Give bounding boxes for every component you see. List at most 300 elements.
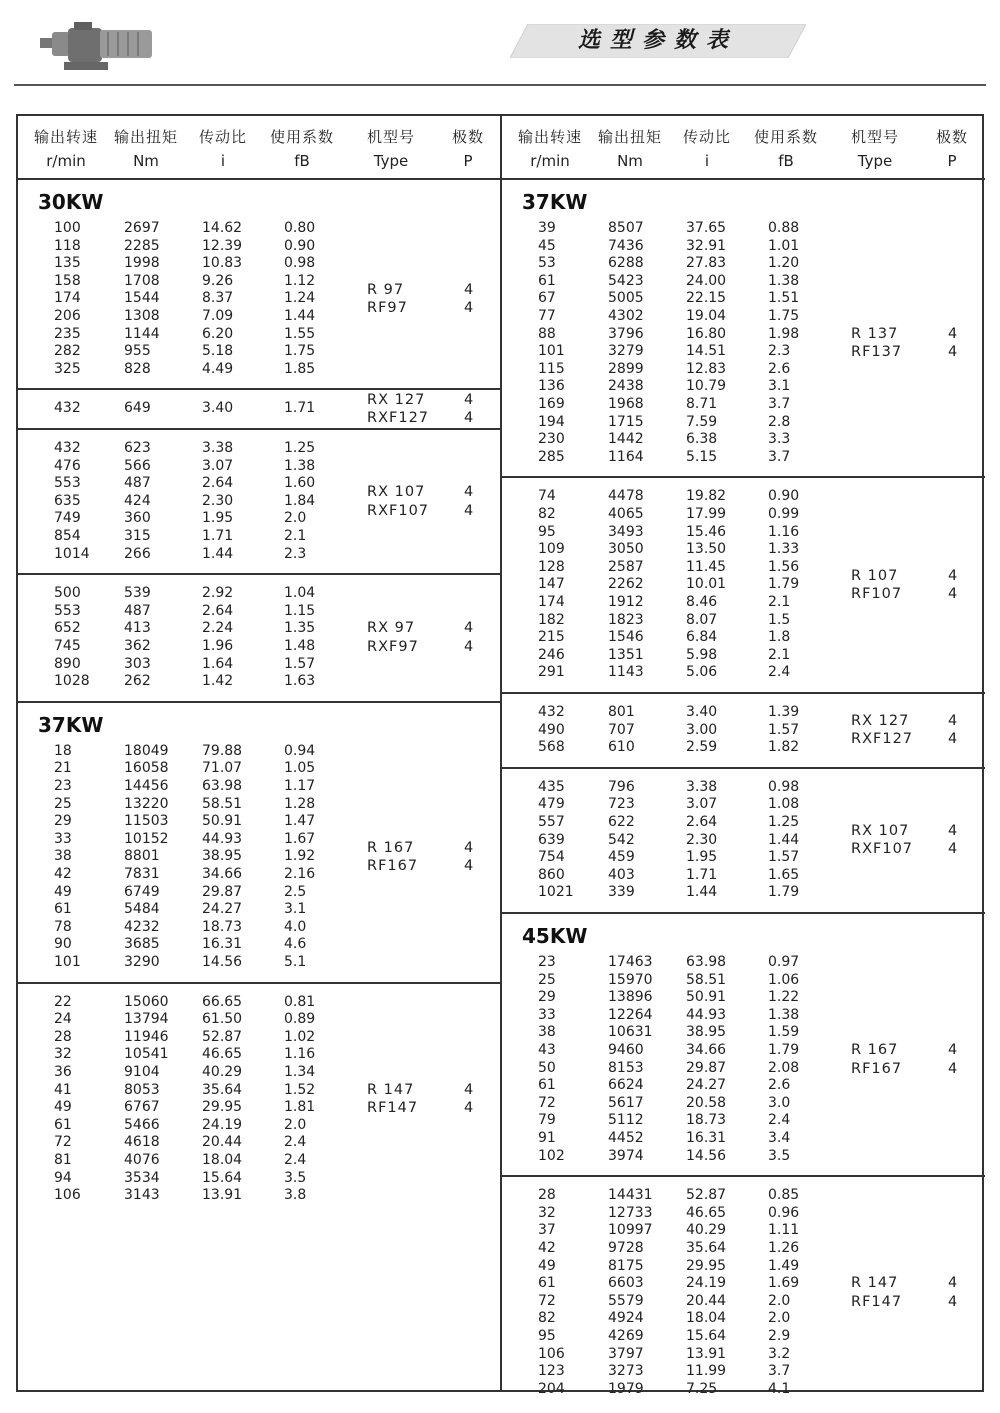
table-row (502, 1187, 985, 1205)
ratio-cell: 24.27 (686, 1077, 727, 1094)
factor-cell: 0.89 (284, 1011, 316, 1028)
factor-cell: 2.6 (768, 1077, 791, 1094)
factor-cell: 1.38 (768, 1006, 800, 1023)
factor-cell: 1.63 (284, 673, 316, 690)
torque-cell: 7831 (124, 865, 160, 882)
speed-cell: 29 (54, 813, 72, 830)
torque-cell: 801 (608, 703, 635, 720)
pole-value: 4 (948, 1293, 958, 1310)
table-row (502, 308, 985, 326)
speed-cell: 78 (54, 918, 72, 935)
ratio-cell: 2.59 (686, 739, 718, 756)
torque-cell: 4076 (124, 1151, 160, 1168)
header-model-cn: 机型号 (850, 128, 899, 146)
factor-cell: 1.8 (768, 629, 791, 646)
ratio-cell: 3.07 (202, 457, 234, 474)
torque-cell: 12264 (608, 1006, 653, 1023)
factor-cell: 2.4 (768, 1112, 791, 1129)
ratio-cell: 10.79 (686, 378, 727, 395)
table-row (18, 638, 501, 656)
factor-cell: 4.6 (284, 936, 307, 953)
speed-cell: 37 (538, 1222, 556, 1239)
table-row (502, 664, 985, 682)
model-name: RXF97 (367, 638, 419, 655)
torque-cell: 1144 (124, 325, 160, 342)
ratio-cell: 34.66 (202, 865, 243, 882)
factor-cell: 1.48 (284, 637, 316, 654)
factor-cell: 2.0 (768, 1292, 791, 1309)
factor-cell: 0.80 (284, 220, 316, 236)
speed-cell: 101 (54, 953, 81, 970)
table-row (18, 343, 501, 361)
speed-cell: 72 (538, 1292, 556, 1309)
factor-cell: 3.7 (768, 396, 791, 412)
speed-cell: 23 (538, 953, 556, 970)
factor-cell: 3.5 (768, 1147, 791, 1164)
torque-cell: 6767 (124, 1099, 160, 1116)
selection-group (502, 478, 985, 694)
speed-cell: 553 (54, 602, 81, 619)
torque-cell: 8153 (608, 1059, 644, 1076)
ratio-cell: 12.83 (686, 360, 727, 377)
speed-cell: 49 (54, 1099, 72, 1116)
left-column (18, 116, 501, 1215)
table-row (502, 449, 985, 467)
ratio-cell: 3.38 (202, 439, 234, 456)
model-name: R 107 (851, 567, 899, 584)
speed-cell: 115 (538, 360, 565, 377)
ratio-cell: 16.31 (686, 1129, 727, 1146)
selection-group (502, 769, 985, 914)
speed-cell: 82 (538, 1310, 556, 1327)
header-poles-cn: 极数 (451, 128, 484, 146)
factor-cell: 2.4 (768, 664, 791, 681)
ratio-cell: 18.04 (202, 1151, 243, 1168)
ratio-cell: 10.83 (202, 255, 243, 272)
speed-cell: 147 (538, 576, 565, 593)
torque-cell: 4302 (608, 308, 644, 324)
torque-cell: 3279 (608, 343, 644, 360)
speed-cell: 432 (54, 400, 81, 417)
table-row (18, 656, 501, 674)
table-row (18, 813, 501, 831)
selection-group (18, 984, 501, 1215)
ratio-cell: 1.96 (202, 637, 234, 654)
table-row (502, 273, 985, 291)
speed-cell: 135 (54, 255, 81, 272)
torque-cell: 6603 (608, 1275, 644, 1292)
header-speed-cn: 输出转速 (33, 128, 98, 146)
power-label: 45KW (522, 923, 588, 948)
speed-cell: 18 (54, 742, 72, 759)
table-row (18, 361, 501, 379)
torque-cell: 11503 (124, 813, 169, 830)
pole-count (464, 1081, 473, 1118)
ratio-cell: 38.95 (202, 848, 243, 865)
header-torque-cn: 输出扭矩 (113, 128, 178, 146)
torque-cell: 13220 (124, 795, 169, 812)
speed-cell: 123 (538, 1363, 565, 1380)
column-header (18, 116, 501, 180)
ratio-cell: 8.07 (686, 611, 718, 628)
table-row (18, 994, 501, 1012)
pole-value: 4 (464, 391, 474, 408)
torque-cell: 622 (608, 813, 635, 830)
selection-group (18, 430, 501, 575)
pole-count (948, 1041, 957, 1078)
torque-cell: 3796 (608, 325, 644, 342)
ratio-cell: 18.04 (686, 1310, 727, 1327)
ratio-cell: 46.65 (686, 1204, 727, 1221)
factor-cell: 2.16 (284, 865, 316, 882)
ratio-cell: 5.98 (686, 646, 718, 663)
ratio-cell: 6.20 (202, 325, 234, 342)
torque-cell: 539 (124, 585, 151, 602)
factor-cell: 1.71 (284, 400, 316, 417)
ratio-cell: 3.40 (686, 703, 718, 720)
torque-cell: 7436 (608, 237, 644, 254)
torque-cell: 707 (608, 721, 635, 738)
selection-group (18, 575, 501, 703)
torque-cell: 566 (124, 457, 151, 474)
table-row (18, 238, 501, 256)
ratio-cell: 12.39 (202, 237, 243, 254)
ratio-cell: 11.99 (686, 1363, 727, 1380)
torque-cell: 796 (608, 778, 635, 795)
table-row (18, 255, 501, 273)
factor-cell: 1.04 (284, 585, 316, 602)
torque-cell: 4269 (608, 1327, 644, 1344)
factor-cell: 3.5 (284, 1169, 307, 1186)
table-row (502, 1205, 985, 1223)
selection-group (502, 694, 985, 769)
speed-cell: 500 (54, 585, 81, 602)
ratio-cell: 1.71 (686, 866, 718, 883)
table-row (502, 396, 985, 414)
ratio-cell: 63.98 (686, 953, 727, 970)
speed-cell: 174 (538, 593, 565, 610)
model-name: RX 107 (851, 822, 910, 839)
table-row (502, 1130, 985, 1148)
torque-cell: 459 (608, 849, 635, 866)
model-name: RF167 (851, 1060, 903, 1077)
factor-cell: 1.52 (284, 1081, 316, 1098)
speed-cell: 33 (54, 830, 72, 847)
torque-cell: 16058 (124, 760, 169, 777)
speed-cell: 432 (538, 703, 565, 720)
model-type (851, 1274, 902, 1311)
torque-cell: 4478 (608, 488, 644, 505)
table-row (18, 954, 501, 972)
ratio-cell: 14.51 (686, 343, 727, 360)
factor-cell: 1.25 (768, 813, 800, 830)
speed-cell: 95 (538, 1327, 556, 1344)
model-name: RXF127 (367, 410, 430, 427)
ratio-cell: 52.87 (686, 1187, 727, 1204)
model-type (851, 712, 913, 749)
torque-cell: 8507 (608, 220, 644, 236)
ratio-cell: 52.87 (202, 1028, 243, 1045)
torque-cell: 8053 (124, 1081, 160, 1098)
ratio-cell: 9.26 (202, 272, 234, 289)
factor-cell: 3.8 (284, 1187, 307, 1204)
table-row (502, 1222, 985, 1240)
speed-cell: 50 (538, 1059, 556, 1076)
factor-cell: 3.7 (768, 1363, 791, 1380)
ratio-cell: 20.44 (686, 1292, 727, 1309)
table-row (18, 1117, 501, 1135)
factor-cell: 1.84 (284, 492, 316, 509)
speed-cell: 67 (538, 290, 556, 307)
torque-cell: 1164 (608, 448, 644, 465)
pole-value: 4 (464, 620, 474, 637)
factor-cell: 1.57 (768, 849, 800, 866)
torque-cell: 4618 (124, 1134, 160, 1151)
factor-cell: 1.28 (284, 795, 316, 812)
table-row (502, 1024, 985, 1042)
speed-cell: 476 (54, 457, 81, 474)
ratio-cell: 1.44 (686, 884, 718, 901)
model-name: RX 107 (367, 484, 426, 501)
ratio-cell: 63.98 (202, 777, 243, 794)
factor-cell: 2.3 (284, 545, 307, 562)
torque-cell: 12733 (608, 1204, 653, 1221)
torque-cell: 649 (124, 400, 151, 417)
torque-cell: 339 (608, 884, 635, 901)
table-row (18, 1046, 501, 1064)
pole-count (464, 391, 473, 428)
pole-value: 4 (948, 1275, 958, 1292)
torque-cell: 1143 (608, 664, 644, 681)
torque-cell: 1442 (608, 431, 644, 448)
factor-cell: 2.1 (284, 527, 307, 544)
speed-cell: 61 (538, 272, 556, 289)
speed-cell: 29 (538, 989, 556, 1006)
table-row (18, 848, 501, 866)
factor-cell: 0.81 (284, 993, 316, 1010)
table-row (502, 576, 985, 594)
ratio-cell: 35.64 (202, 1081, 243, 1098)
factor-cell: 1.67 (284, 830, 316, 847)
header-factor-unit: fB (294, 152, 310, 170)
ratio-cell: 29.87 (686, 1059, 727, 1076)
model-name: RF107 (851, 586, 903, 603)
torque-cell: 5466 (124, 1116, 160, 1133)
model-name: RXF107 (851, 841, 914, 858)
torque-cell: 3050 (608, 541, 644, 558)
speed-cell: 118 (54, 237, 81, 254)
table-row (18, 440, 501, 458)
speed-cell: 53 (538, 255, 556, 272)
pole-value: 4 (464, 410, 474, 427)
table-row (18, 1187, 501, 1205)
torque-cell: 610 (608, 739, 635, 756)
ratio-cell: 6.84 (686, 629, 718, 646)
torque-cell: 3534 (124, 1169, 160, 1186)
factor-cell: 2.3 (768, 343, 791, 360)
ratio-cell: 2.64 (202, 475, 234, 492)
factor-cell: 1.15 (284, 602, 316, 619)
factor-cell: 3.0 (768, 1094, 791, 1111)
speed-cell: 182 (538, 611, 565, 628)
ratio-cell: 29.87 (202, 883, 243, 900)
torque-cell: 5579 (608, 1292, 644, 1309)
speed-cell: 100 (54, 220, 81, 236)
table-row (502, 884, 985, 902)
header-divider (14, 84, 986, 86)
ratio-cell: 17.99 (686, 505, 727, 522)
factor-cell: 1.35 (284, 620, 316, 637)
pole-value: 4 (948, 1060, 958, 1077)
torque-cell: 10541 (124, 1046, 169, 1063)
right-column (502, 116, 985, 1408)
torque-cell: 13896 (608, 989, 653, 1006)
factor-cell: 2.9 (768, 1327, 791, 1344)
speed-cell: 106 (538, 1345, 565, 1362)
table-row (18, 866, 501, 884)
model-type (851, 1041, 902, 1078)
ratio-cell: 22.15 (686, 290, 727, 307)
torque-cell: 487 (124, 475, 151, 492)
ratio-cell: 38.95 (686, 1024, 727, 1041)
ratio-cell: 8.46 (686, 593, 718, 610)
table-row (502, 524, 985, 542)
model-type (367, 839, 418, 876)
table-row (18, 796, 501, 814)
factor-cell: 2.0 (284, 1116, 307, 1133)
ratio-cell: 71.07 (202, 760, 243, 777)
ratio-cell: 1.95 (686, 849, 718, 866)
factor-cell: 1.59 (768, 1024, 800, 1041)
pole-count (948, 712, 957, 749)
factor-cell: 1.69 (768, 1275, 800, 1292)
factor-cell: 1.51 (768, 290, 800, 307)
factor-cell: 1.79 (768, 884, 800, 901)
torque-cell: 2697 (124, 220, 160, 236)
ratio-cell: 61.50 (202, 1011, 243, 1028)
pole-count (464, 281, 473, 318)
header-model-unit: Type (857, 152, 893, 170)
model-type (367, 281, 408, 318)
model-type (851, 325, 902, 362)
table-row (18, 1152, 501, 1170)
table-row (502, 867, 985, 885)
speed-cell: 101 (538, 343, 565, 360)
factor-cell: 1.56 (768, 558, 800, 575)
table-row (502, 1077, 985, 1095)
ratio-cell: 8.71 (686, 396, 718, 412)
ratio-cell: 58.51 (202, 795, 243, 812)
factor-cell: 1.06 (768, 971, 800, 988)
ratio-cell: 11.45 (686, 558, 727, 575)
factor-cell: 2.4 (284, 1151, 307, 1168)
factor-cell: 1.44 (284, 308, 316, 324)
table-row (502, 954, 985, 972)
factor-cell: 1.12 (284, 272, 316, 289)
model-name: R 97 (367, 281, 405, 298)
torque-cell: 17463 (608, 953, 653, 970)
torque-cell: 413 (124, 620, 151, 637)
table-row (18, 1064, 501, 1082)
factor-cell: 0.97 (768, 953, 800, 970)
table-row (18, 220, 501, 238)
factor-cell: 1.38 (284, 457, 316, 474)
speed-cell: 74 (538, 488, 556, 505)
torque-cell: 8801 (124, 848, 160, 865)
pole-value: 4 (948, 841, 958, 858)
torque-cell: 542 (608, 831, 635, 848)
model-name: RF147 (851, 1293, 903, 1310)
model-name: RX 97 (367, 620, 416, 637)
speed-cell: 79 (538, 1112, 556, 1129)
speed-cell: 230 (538, 431, 565, 448)
speed-cell: 158 (54, 272, 81, 289)
model-name: R 147 (367, 1081, 415, 1098)
model-type (367, 391, 429, 428)
factor-cell: 0.98 (768, 778, 800, 795)
ratio-cell: 1.71 (202, 527, 234, 544)
model-name: RF167 (367, 858, 419, 875)
ratio-cell: 8.37 (202, 290, 234, 307)
torque-cell: 2438 (608, 378, 644, 395)
ratio-cell: 15.64 (202, 1169, 243, 1186)
ratio-cell: 19.82 (686, 488, 727, 505)
torque-cell: 2899 (608, 360, 644, 377)
speed-cell: 43 (538, 1041, 556, 1058)
pole-value: 4 (948, 586, 958, 603)
pole-value: 4 (948, 344, 958, 361)
table-row (502, 1310, 985, 1328)
header-ratio-unit: i (220, 152, 226, 170)
table-row (502, 343, 985, 361)
model-name: RX 127 (851, 712, 910, 729)
speed-cell: 33 (538, 1006, 556, 1023)
table-row (502, 1007, 985, 1025)
pole-value: 4 (948, 567, 958, 584)
speed-cell: 36 (54, 1063, 72, 1080)
table-row (502, 541, 985, 559)
gear-motor-logo (38, 20, 158, 72)
header-factor-unit: fB (778, 152, 794, 170)
speed-cell: 174 (54, 290, 81, 307)
factor-cell: 1.39 (768, 703, 800, 720)
table-row (502, 255, 985, 273)
speed-cell: 169 (538, 396, 565, 412)
speed-cell: 38 (54, 848, 72, 865)
factor-cell: 3.1 (768, 378, 791, 395)
torque-cell: 5484 (124, 901, 160, 918)
factor-cell: 1.02 (284, 1028, 316, 1045)
factor-cell: 1.34 (284, 1063, 316, 1080)
torque-cell: 3143 (124, 1187, 160, 1204)
table-row (502, 647, 985, 665)
speed-cell: 749 (54, 510, 81, 527)
pole-value: 4 (464, 638, 474, 655)
ratio-cell: 20.44 (202, 1134, 243, 1151)
ratio-cell: 34.66 (686, 1041, 727, 1058)
table-row (502, 1112, 985, 1130)
factor-cell: 1.60 (284, 475, 316, 492)
torque-cell: 315 (124, 527, 151, 544)
ratio-cell: 46.65 (202, 1046, 243, 1063)
speed-cell: 204 (538, 1380, 565, 1397)
table-row (18, 546, 501, 564)
pole-count (948, 822, 957, 859)
torque-cell: 1546 (608, 629, 644, 646)
torque-cell: 3797 (608, 1345, 644, 1362)
speed-cell: 90 (54, 936, 72, 953)
speed-cell: 49 (54, 883, 72, 900)
